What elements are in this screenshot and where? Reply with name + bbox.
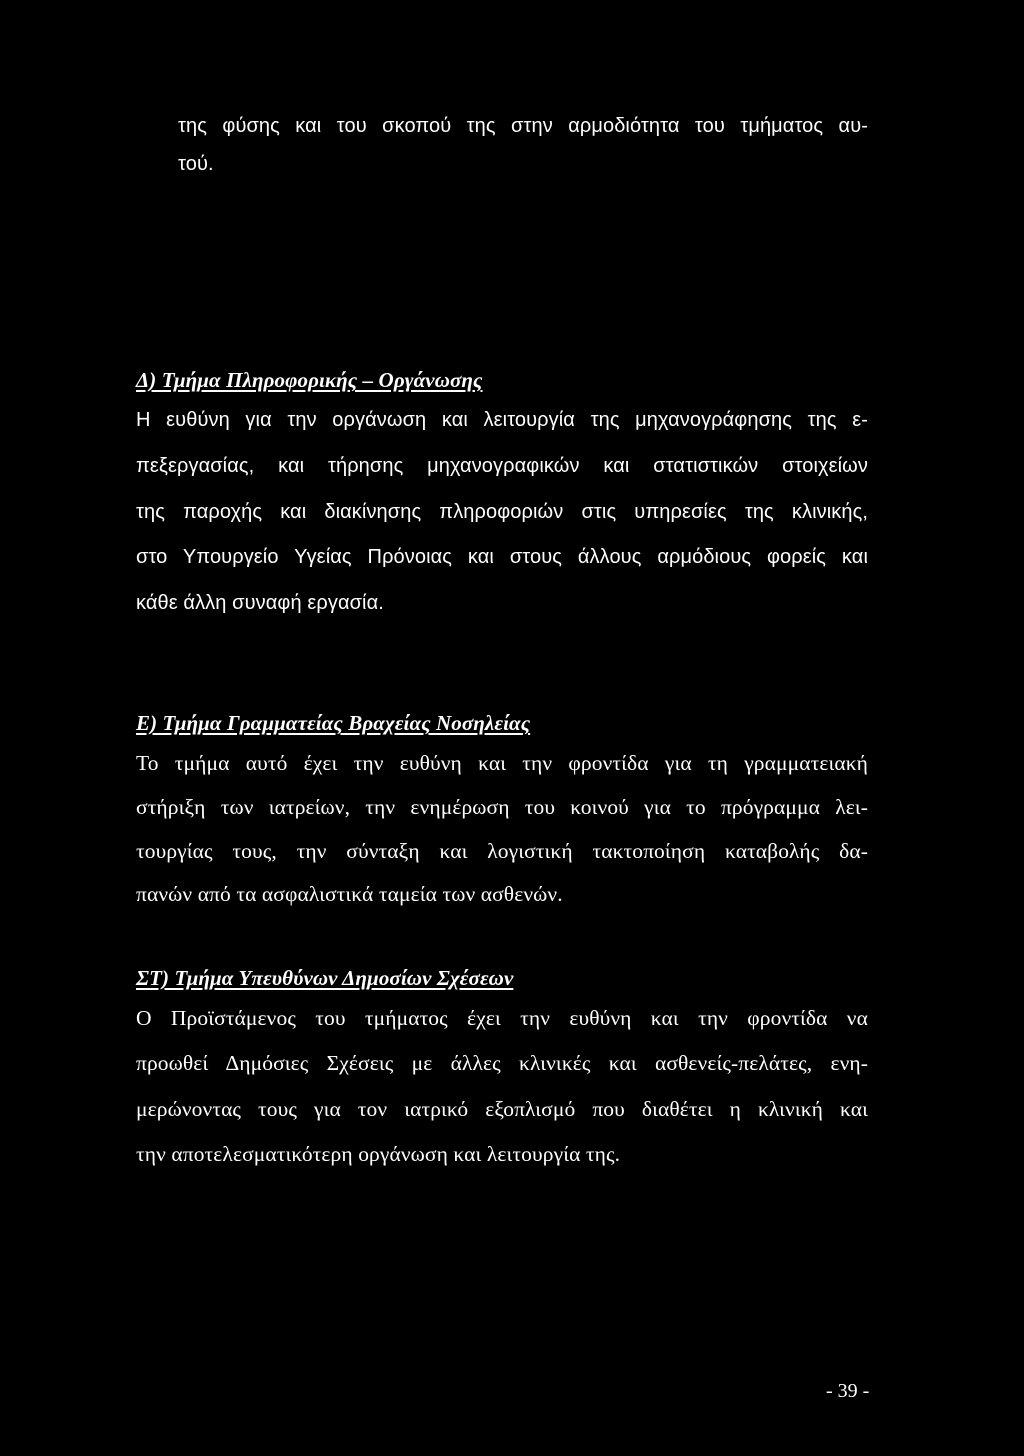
page-number: - 39 -: [826, 1380, 870, 1402]
section-e-line-2: στήριξη των ιατρείων, την ενημέρωση του κοινού για το πρόγραμμα λει-: [136, 795, 868, 819]
section-d-line-3: της παροχής και διακίνησης πληροφοριών στις υπηρεσίες της κλινικής,: [136, 501, 868, 523]
section-d-line-2: πεξεργασίας, και τήρησης μηχανογραφικών και στατιστικών στοιχείων: [136, 455, 868, 477]
section-st-line-1: Ο Προϊστάμενος του τμήματος έχει την ευθύνη και την φροντίδα να: [136, 1006, 868, 1030]
section-e-line-1: Το τμήμα αυτό έχει την ευθύνη και την φροντίδα για τη γραμματειακή: [136, 751, 868, 775]
section-d-line-1: Η ευθύνη για την οργάνωση και λειτουργία της μηχανογράφησης της ε-: [136, 409, 868, 431]
section-st-line-4: την αποτελεσματικότερη οργάνωση και λειτουργία της.: [136, 1142, 621, 1166]
section-e-line-4: πανών από τα ασφαλιστικά ταμεία των ασθενών.: [136, 882, 563, 906]
intro-line-1: της φύσης και του σκοπού της στην αρμοδιότητα του τμήματος αυ-: [178, 115, 868, 137]
section-d-heading: Δ) Τμήμα Πληροφορικής – Οργάνωσης: [136, 368, 483, 392]
section-e-heading: Ε) Τμήμα Γραμματείας Βραχείας Νοσηλείας: [136, 711, 531, 735]
section-e-line-3: τουργίας τους, την σύνταξη και λογιστική τακτοποίηση καταβολής δα-: [136, 839, 868, 863]
section-st-heading: ΣΤ) Τμήμα Υπευθύνων Δημοσίων Σχέσεων: [136, 966, 514, 990]
intro-line-2: τού.: [178, 153, 214, 175]
section-st-line-3: μερώνοντας τους για τον ιατρικό εξοπλισμό που διαθέτει η κλινική και: [136, 1097, 868, 1121]
section-d-line-4: στο Υπουργείο Υγείας Πρόνοιας και στους άλλους αρμόδιους φορείς και: [136, 546, 868, 568]
section-st-line-2: προωθεί Δημόσιες Σχέσεις με άλλες κλινικές και ασθενείς-πελάτες, ενη-: [136, 1051, 868, 1075]
section-d-line-5: κάθε άλλη συναφή εργασία.: [136, 592, 384, 614]
